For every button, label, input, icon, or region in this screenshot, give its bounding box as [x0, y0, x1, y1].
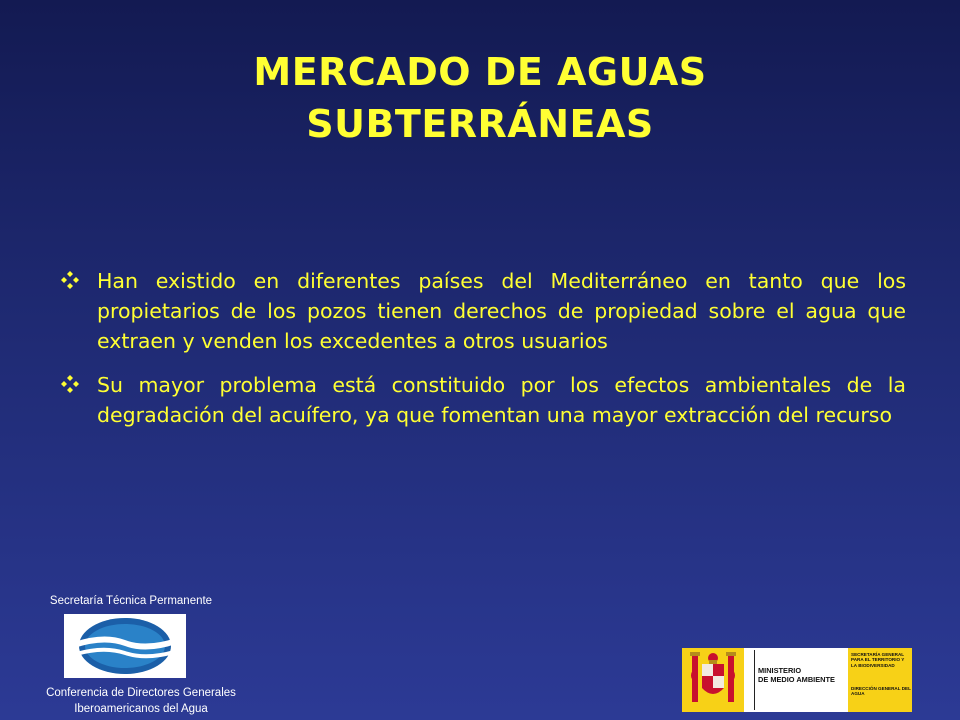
- ministry-sub2: DIRECCIÓN GENERAL DEL AGUA: [851, 686, 911, 697]
- codia-logo: [64, 614, 186, 678]
- slide-title-line1: MERCADO DE AGUAS: [253, 50, 707, 94]
- org-caption-bottom-line2: Iberoamericanos del Agua: [74, 703, 208, 715]
- bullet-item: [60, 370, 906, 430]
- diamond-bullet-icon: [61, 375, 79, 393]
- slide-title: [0, 46, 960, 150]
- ministry-sub1: SECRETARÍA GENERAL PARA EL TERRITORIO Y LA BIODIVERSIDAD: [851, 652, 905, 668]
- ministry-name-line2: DE MEDIO AMBIENTE: [758, 674, 835, 684]
- slide-title-line2: SUBTERRÁNEAS: [306, 102, 654, 146]
- coat-of-arms-icon: [682, 648, 744, 712]
- bullet-item: [60, 266, 906, 356]
- ministry-name-line1: MINISTERIO: [758, 666, 802, 675]
- ministry-name: [758, 667, 854, 684]
- org-caption-bottom: [0, 685, 282, 717]
- water-ring-icon: [64, 614, 186, 678]
- bullet-text: Su mayor problema está constituido por los efectos ambientales de la degradación del acuífero, ya que fomentan una mayor extracción del recurso: [97, 373, 906, 427]
- org-caption-bottom-line1: Conferencia de Directores Generales: [46, 687, 236, 699]
- bullet-list: [60, 266, 906, 444]
- diamond-bullet-icon: [61, 271, 79, 289]
- ministry-logo: [682, 648, 912, 712]
- org-caption-top: Secretaría Técnica Permanente: [49, 595, 213, 607]
- ministry-subunits: [848, 648, 912, 712]
- logo-divider: [754, 650, 755, 710]
- bullet-text: Han existido en diferentes países del Mediterráneo en tanto que los propietarios de los pozos tienen derechos de propiedad sobre el agua que extraen y venden los excedentes a otros usuarios: [97, 269, 906, 353]
